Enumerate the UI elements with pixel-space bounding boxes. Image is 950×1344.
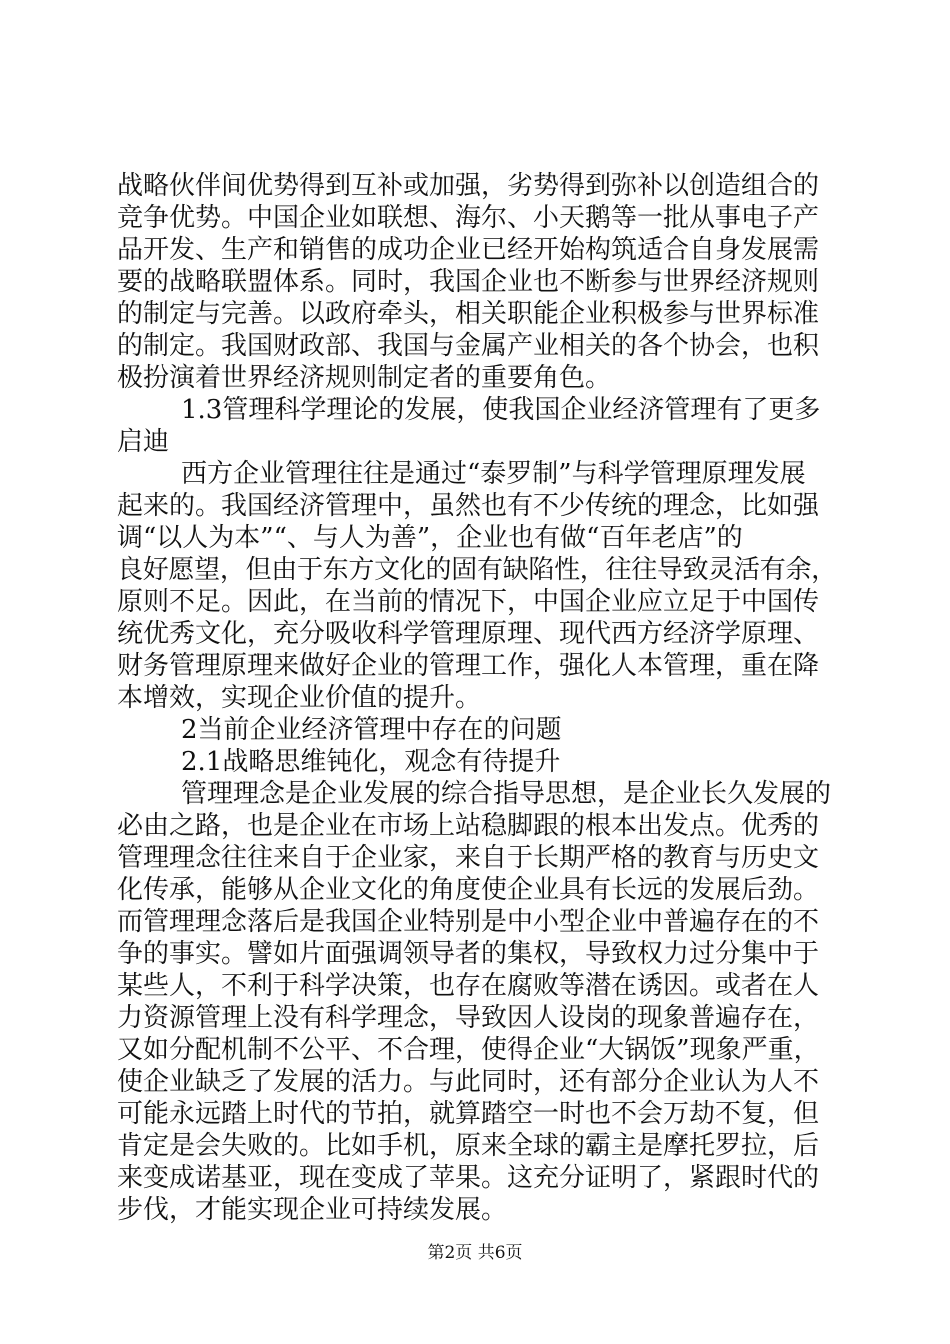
text-line: 步伐，才能实现企业可持续发展。 [117,1195,508,1225]
text-line: 可能永远踏上时代的节拍，就算踏空一时也不会万劫不复，但 [117,1099,820,1129]
body-text [117,170,837,1226]
text-line: 统优秀文化，充分吸收科学管理原理、现代西方经济学原理、 [117,619,820,649]
text-line: 力资源管理上没有科学理念，导致因人设岗的现象普遍存在， [117,1003,820,1033]
text-line: 本增效，实现企业价值的提升。 [117,683,482,713]
text-line: 西方企业管理往往是通过“泰罗制”与科学管理原理发展 [181,459,806,489]
text-line: 肯定是会失败的。比如手机，原来全球的霸主是摩托罗拉，后 [117,1131,820,1161]
text-line: 化传承，能够从企业文化的角度使企业具有长远的发展后劲。 [117,875,820,905]
text-line: 某些人，不利于科学决策，也存在腐败等潜在诱因。或者在人 [117,971,820,1001]
text-line: 必由之路，也是企业在市场上站稳脚跟的根本出发点。优秀的 [117,811,820,841]
text-line: 起来的。我国经济管理中，虽然也有不少传统的理念，比如强 [117,491,820,521]
text-line: 品开发、生产和销售的成功企业已经开始构筑适合自身发展需 [117,235,820,265]
text-line: 的制定。我国财政部、我国与金属产业相关的各个协会，也积 [117,331,820,361]
text-line: 的制定与完善。以政府牵头，相关职能企业积极参与世界标准 [117,299,820,329]
text-line: 1.3管理科学理论的发展，使我国企业经济管理有了更多 [181,395,821,425]
text-line: 2当前企业经济管理中存在的问题 [181,715,562,745]
text-line: 调“以人为本”“、与人为善”，企业也有做“百年老店”的 [117,523,743,553]
text-line: 管理理念是企业发展的综合指导思想，是企业长久发展的 [181,779,832,809]
text-line: 而管理理念落后是我国企业特别是中小型企业中普遍存在的不 [117,907,820,937]
text-line: 来变成诺基亚，现在变成了苹果。这充分证明了，紧跟时代的 [117,1163,820,1193]
text-line: 争的事实。譬如片面强调领导者的集权，导致权力过分集中于 [117,939,820,969]
text-line: 原则不足。因此，在当前的情况下，中国企业应立足于中国传 [117,587,820,617]
text-line: 使企业缺乏了发展的活力。与此同时，还有部分企业认为人不 [117,1067,820,1097]
text-line: 管理理念往往来自于企业家，来自于长期严格的教育与历史文 [117,843,820,873]
text-line: 财务管理原理来做好企业的管理工作，强化人本管理，重在降 [117,651,820,681]
text-line: 极扮演着世界经济规则制定者的重要角色。 [117,363,612,393]
text-line: 启迪 [117,427,170,457]
text-line: 2.1战略思维钝化，观念有待提升 [181,747,561,777]
text-line: 良好愿望，但由于东方文化的固有缺陷性，往往导致灵活有余， [117,555,837,585]
text-line: 又如分配机制不公平、不合理，使得企业“大锅饭”现象严重， [117,1035,820,1065]
text-line: 要的战略联盟体系。同时，我国企业也不断参与世界经济规则 [117,267,820,297]
text-line: 竞争优势。中国企业如联想、海尔、小天鹅等一批从事电子产 [117,203,820,233]
text-line: 战略伙伴间优势得到互补或加强，劣势得到弥补以创造组合的 [117,171,820,201]
page-footer: 第2页 共6页 [427,1243,523,1263]
